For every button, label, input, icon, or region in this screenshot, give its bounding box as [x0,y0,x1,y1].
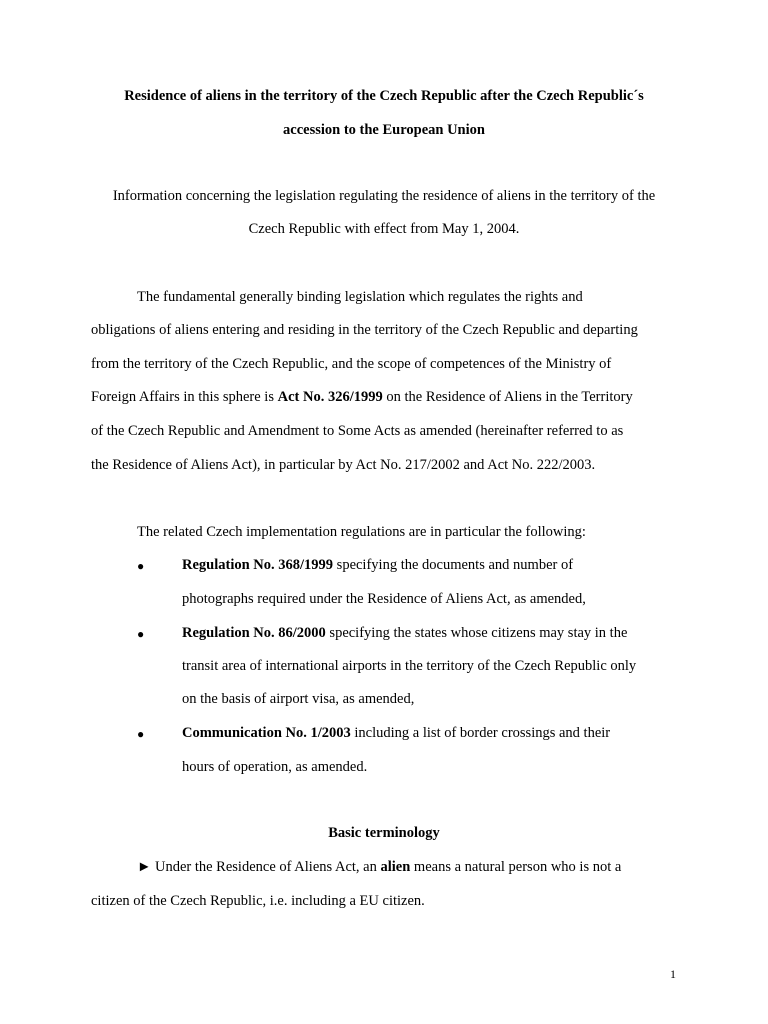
text-run: Under the Residence of Aliens Act, an [151,859,381,875]
communication-reference: Communication No. 1/2003 [182,725,351,741]
list-item-2-line-3: on the basis of airport visa, as amended, [182,691,415,707]
list-item-2-line-2: transit area of international airports in the territory of the Czech Republic only [182,658,637,674]
list-item-3-line-1 [182,724,610,742]
arrow-icon: ► [137,859,152,875]
paragraph-1-line-4 [91,388,633,406]
section-heading-basic-terminology: Basic terminology [328,825,440,841]
document-title-line-1: Residence of aliens in the territory of the Czech Republic after the Czech Republic´s [124,88,644,104]
page-number: 1 [670,967,676,981]
text-run: means a natural person who is not a [410,859,622,875]
document-subtitle-line-2: Czech Republic with effect from May 1, 2004. [248,221,520,237]
paragraph-1-line-2: obligations of aliens entering and residing in the territory of the Czech Republic and departing [91,322,638,338]
text-run: specifying the states whose citizens may stay in the [325,625,628,641]
document-subtitle-line-1: Information concerning the legislation regulating the residence of aliens in the territory of the [112,188,656,204]
act-reference: Act No. 326/1999 [277,389,383,405]
list-item-1-line-2: photographs required under the Residence of Aliens Act, as amended, [182,591,586,607]
paragraph-1-line-1: The fundamental generally binding legislation which regulates the rights and [137,289,583,305]
terminology-line-2: citizen of the Czech Republic, i.e. including a EU citizen. [91,893,425,909]
bullet-icon: ● [137,627,145,641]
defined-term: alien [380,859,411,875]
bullet-icon: ● [137,559,145,573]
list-item-1-line-1 [182,556,573,574]
paragraph-1-line-5: of the Czech Republic and Amendment to Some Acts as amended (hereinafter referred to as [91,423,624,439]
regulation-reference: Regulation No. 86/2000 [182,625,326,641]
paragraph-2-intro: The related Czech implementation regulations are in particular the following: [137,524,586,540]
bullet-icon: ● [137,727,145,741]
list-item-2-line-1 [182,624,627,642]
document-title-line-2: accession to the European Union [283,122,485,138]
terminology-line-1 [137,858,621,876]
text-run: including a list of border crossings and their [350,725,611,741]
regulation-reference: Regulation No. 368/1999 [182,557,334,573]
text-run: on the Residence of Aliens in the Territory [382,389,633,405]
text-run: specifying the documents and number of [333,557,574,573]
paragraph-1-line-6: the Residence of Aliens Act), in particular by Act No. 217/2002 and Act No. 222/2003. [91,457,596,473]
text-run: Foreign Affairs in this sphere is [91,389,278,405]
list-item-3-line-2: hours of operation, as amended. [182,759,368,775]
paragraph-1-line-3: from the territory of the Czech Republic, and the scope of competences of the Ministry of [91,356,612,372]
